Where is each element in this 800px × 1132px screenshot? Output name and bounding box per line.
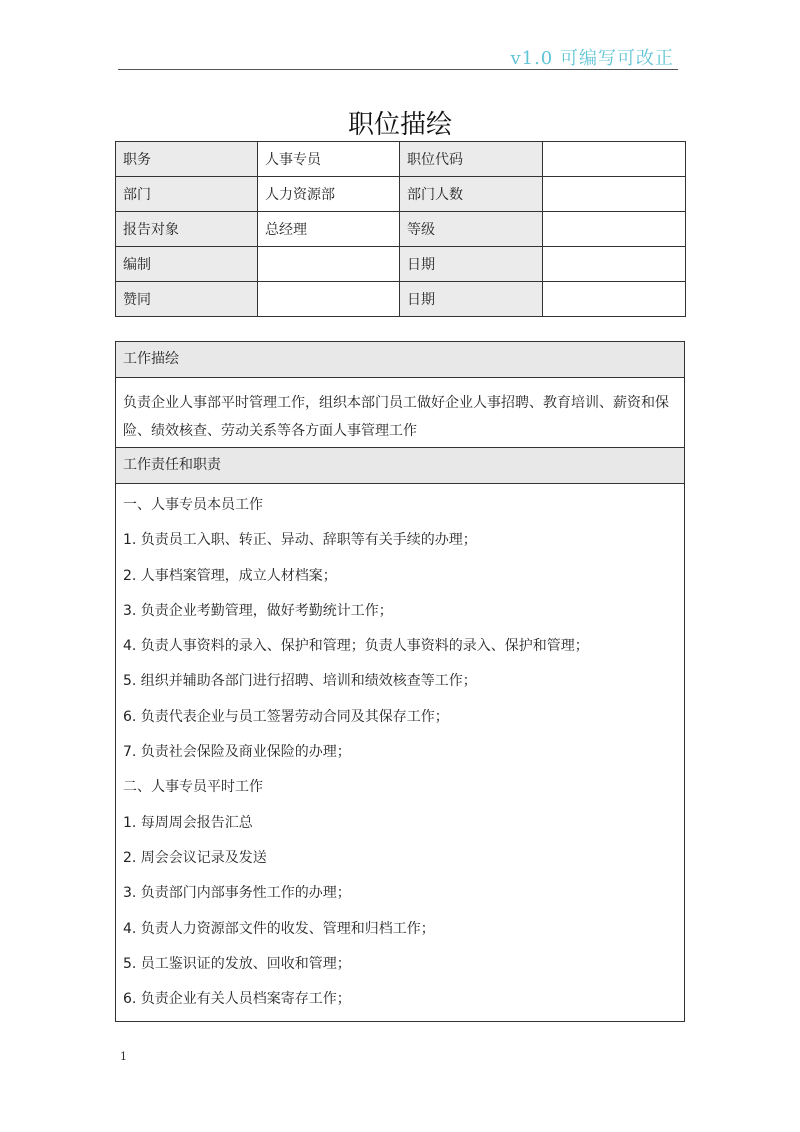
info-row-approved (116, 282, 686, 317)
label-cell: 日期 (400, 282, 543, 317)
value-cell[interactable] (258, 282, 400, 317)
value-cell[interactable] (543, 212, 686, 247)
description-summary: 负责企业人事部平时管理工作，组织本部门员工做好企业人事招聘、教育培训、薪资和保险、绩效核查、劳动关系等各方面人事管理工作 (123, 395, 669, 439)
value-cell[interactable] (543, 142, 686, 177)
info-row-report-to (116, 212, 686, 247)
header-rule (118, 69, 678, 70)
label-cell: 部门人数 (400, 177, 543, 212)
list-item: 5. 员工鉴识证的发放、回收和管理； (123, 955, 351, 972)
page-number: 1 (120, 1050, 127, 1063)
label-cell: 职位代码 (400, 142, 543, 177)
value-cell[interactable]: 人事专员 (258, 142, 400, 177)
label-cell: 等级 (400, 212, 543, 247)
label-cell: 报告对象 (116, 212, 258, 247)
responsibilities-heading: 工作责任和职责 (116, 447, 684, 484)
list-item: 6. 负责代表企业与员工签署劳动合同及其保存工作； (123, 708, 449, 725)
label-cell: 部门 (116, 177, 258, 212)
label-cell: 日期 (400, 247, 543, 282)
value-cell[interactable] (543, 247, 686, 282)
list-item: 4. 负责人事资料的录入、保护和管理；负责人事资料的录入、保护和管理； (123, 638, 589, 655)
list-item: 3. 负责企业考勤管理，做好考勤统计工作； (123, 602, 393, 619)
value-cell[interactable] (543, 177, 686, 212)
label-cell: 编制 (116, 247, 258, 282)
info-row-position (116, 142, 686, 177)
info-row-department (116, 177, 686, 212)
list-item: 1. 每周周会报告汇总 (123, 814, 253, 831)
page-title: 职位描绘 (347, 110, 452, 140)
list-item: 7. 负责社会保险及商业保险的办理； (123, 744, 351, 761)
responsibilities-list (116, 484, 684, 1021)
list-item: 2. 周会会议记录及发送 (123, 849, 267, 866)
value-cell[interactable]: 总经理 (258, 212, 400, 247)
list-item: 5. 组织并辅助各部门进行招聘、培训和绩效核查等工作； (123, 673, 477, 690)
label-cell: 赞同 (116, 282, 258, 317)
value-cell[interactable] (258, 247, 400, 282)
info-row-prepared (116, 247, 686, 282)
value-cell[interactable]: 人力资源部 (258, 177, 400, 212)
list-item: 2. 人事档案管理，成立人材档案； (123, 567, 337, 584)
list-item: 3. 负责部门内部事务性工作的办理； (123, 885, 351, 902)
list-item: 一、人事专员本员工作 (123, 497, 263, 513)
list-item: 二、人事专员平时工作 (123, 779, 263, 796)
job-description-box (115, 341, 685, 1022)
list-item: 4. 负责人力资源部文件的收发、管理和归档工作； (123, 920, 435, 937)
description-heading: 工作描绘 (116, 342, 684, 378)
list-item: 1. 负责员工入职、转正、异动、辞职等有关手续的办理； (123, 532, 477, 549)
list-item: 6. 负责企业有关人员档案寄存工作； (123, 991, 351, 1008)
label-cell: 职务 (116, 142, 258, 177)
header-version-text: v1.0 可编写可改正 (510, 48, 674, 69)
info-table (115, 141, 686, 317)
value-cell[interactable] (543, 282, 686, 317)
